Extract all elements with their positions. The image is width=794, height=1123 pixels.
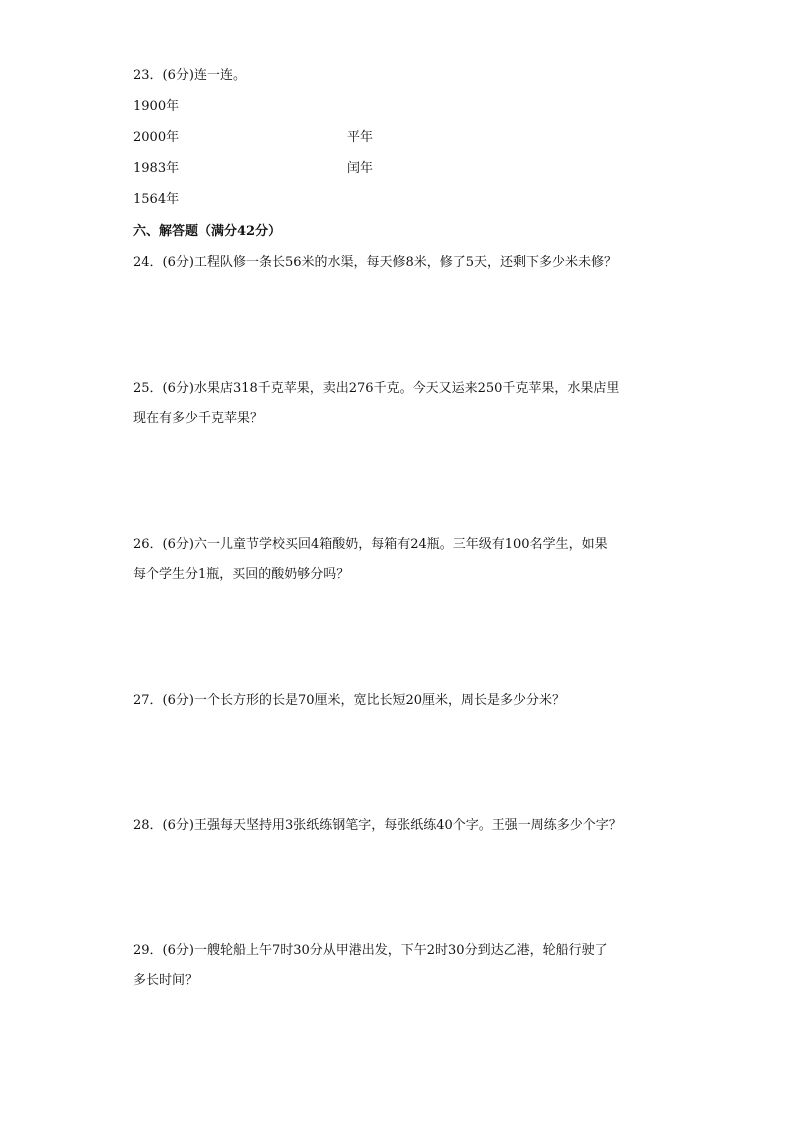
section-heading: 六、解答题（满分42分） — [133, 224, 282, 239]
question-text-continued: 多长时间？ — [133, 973, 199, 988]
year-1900: 1900年 — [133, 99, 180, 114]
question-text: 28．(6分)王强每天坚持用3张纸练钢笔字，每张纸练40个字。王强一周练多少个字？ — [133, 818, 622, 833]
question-text: 25．(6分)水果店318千克苹果，卖出276千克。今天又运来250千克苹果，水果店里 — [133, 381, 620, 396]
question-text: 26．(6分)六一儿童节学校买回4箱酸奶，每箱有24瓶。三年级有100名学生，如果 — [133, 537, 608, 552]
year-2000: 2000年 — [133, 130, 180, 145]
question-23-title: 23．(6分)连一连。 — [133, 68, 246, 83]
type-common-year: 平年 — [347, 130, 374, 145]
question-text-continued: 每个学生分1瓶，买回的酸奶够分吗？ — [133, 567, 350, 582]
question-text: 24．(6分)工程队修一条长56米的水渠，每天修8米，修了5天，还剩下多少米未修？ — [133, 255, 618, 270]
type-leap-year: 闰年 — [347, 161, 374, 176]
question-text: 27．(6分)一个长方形的长是70厘米，宽比长短20厘米，周长是多少分米？ — [133, 693, 566, 708]
year-1564: 1564年 — [133, 192, 180, 207]
year-1983: 1983年 — [133, 161, 180, 176]
question-text: 29．(6分)一艘轮船上午7时30分从甲港出发，下午2时30分到达乙港，轮船行驶了 — [133, 943, 608, 958]
question-text-continued: 现在有多少千克苹果？ — [133, 411, 264, 426]
